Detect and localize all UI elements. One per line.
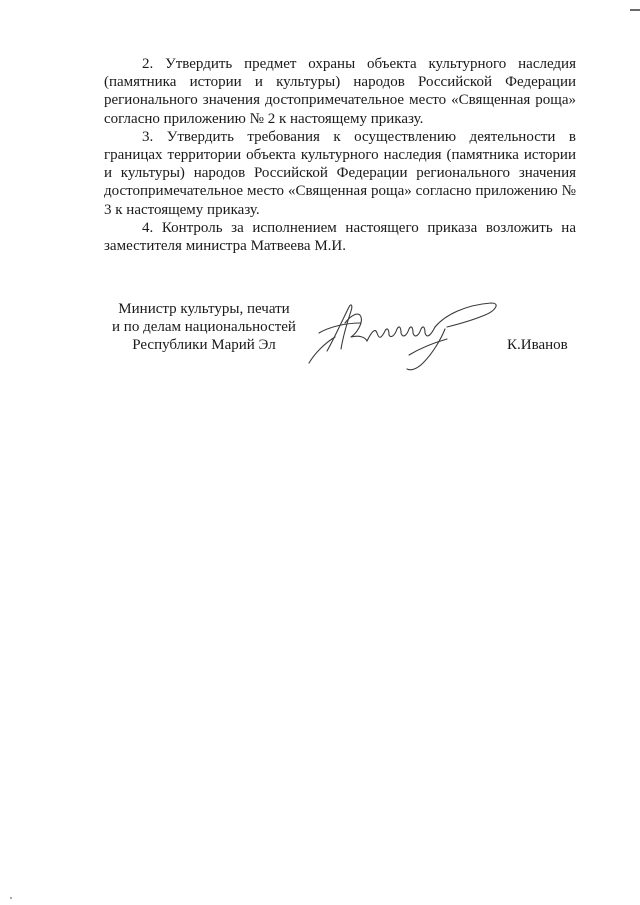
paragraph-2: 2. Утвердить предмет охраны объекта культурного наследия (памятника истории и культуры) народов Российской Федерации регионального значения достопримечательное место «Священная роща» согласно приложению № 2 к настоящему приказу.	[104, 56, 576, 127]
scan-speck	[10, 897, 12, 899]
signatory-name: К.Иванов	[507, 337, 568, 353]
signatory-title-line2: и по делам национальностей	[112, 319, 296, 336]
paragraph-4: 4. Контроль за исполнением настоящего приказа возложить на заместителя министра Матвеева М.И.	[104, 219, 576, 255]
paragraph-3: 3. Утвердить требования к осуществлению деятельности в границах территории объекта культурного наследия (памятника истории и культуры) народов Российской Федерации регионального значения достопримечательное место «Священная роща» согласно приложению № 3 к настоящему приказу.	[104, 128, 576, 218]
signatory-title-line1: Министр культуры, печати	[118, 301, 290, 317]
document-body	[104, 55, 576, 255]
scan-edge-mark	[630, 9, 640, 11]
signatory-title-line3: Республики Марий Эл	[132, 337, 276, 354]
signatory-title	[104, 300, 304, 355]
handwritten-signature	[305, 293, 505, 373]
